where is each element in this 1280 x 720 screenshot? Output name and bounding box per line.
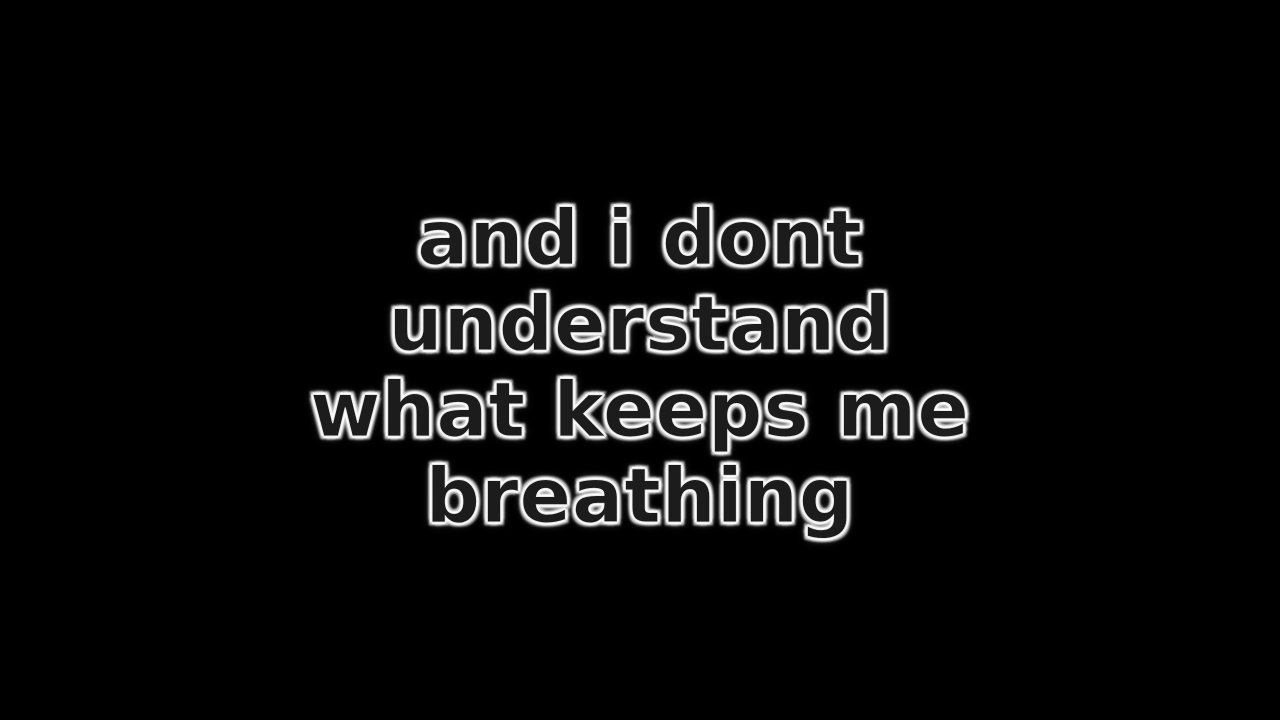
lyric-line-4: breathing [425, 451, 855, 540]
lyrics-caption [310, 195, 970, 539]
lyric-line-3: what keeps me [310, 365, 970, 454]
lyric-line-1: and i dont [417, 193, 863, 282]
lyric-line-2: understand [388, 279, 892, 368]
